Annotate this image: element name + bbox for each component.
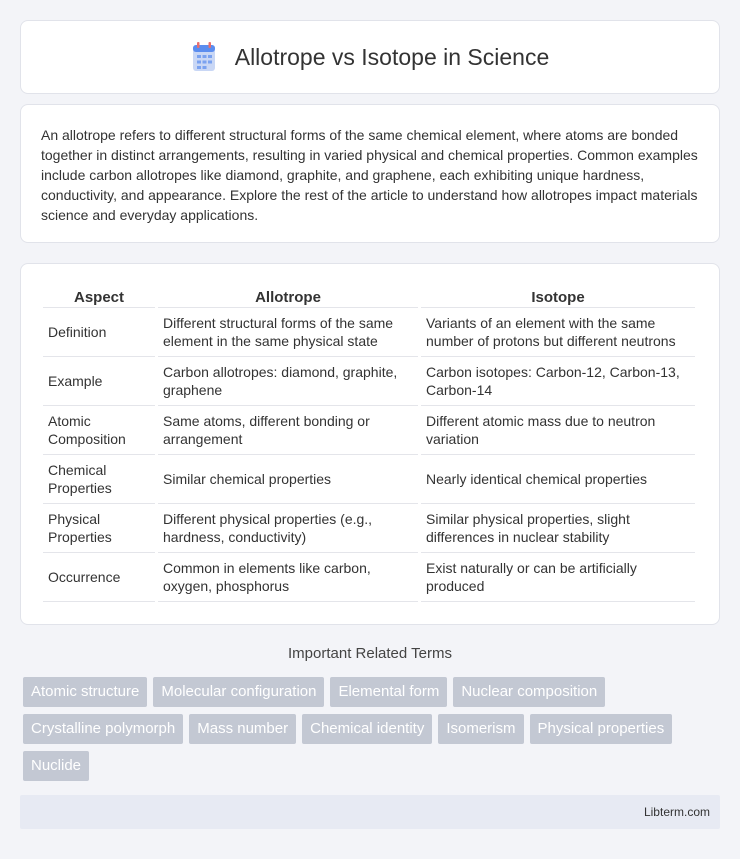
table-row [43, 455, 695, 504]
table-row [43, 553, 695, 602]
cell-allotrope: Similar chemical properties [158, 455, 418, 504]
cell-allotrope: Same atoms, different bonding or arrangement [158, 406, 418, 455]
cell-allotrope: Common in elements like carbon, oxygen, phosphorus [158, 553, 418, 602]
cell-aspect: Definition [43, 308, 155, 357]
header-allotrope: Allotrope [158, 284, 418, 308]
cell-isotope: Exist naturally or can be artificially produced [421, 553, 695, 602]
page-title: Allotrope vs Isotope in Science [234, 43, 550, 70]
cell-isotope: Variants of an element with the same number of protons but different neutrons [421, 308, 695, 357]
intro-card [20, 104, 720, 243]
cell-aspect: Physical Properties [43, 504, 155, 553]
comparison-table [40, 284, 698, 602]
document-icon [191, 42, 217, 72]
related-terms-list [23, 677, 723, 781]
footer [20, 795, 720, 829]
comparison-table-card [20, 263, 720, 625]
title-card [20, 20, 720, 94]
related-term-tag[interactable]: Nuclear composition [453, 677, 605, 707]
cell-allotrope: Different physical properties (e.g., hardness, conductivity) [158, 504, 418, 553]
cell-isotope: Different atomic mass due to neutron variation [421, 406, 695, 455]
cell-aspect: Occurrence [43, 553, 155, 602]
related-term-tag[interactable]: Chemical identity [302, 714, 432, 744]
footer-site-link[interactable]: Libterm.com [643, 805, 710, 819]
related-term-tag[interactable]: Molecular configuration [153, 677, 324, 707]
cell-aspect: Atomic Composition [43, 406, 155, 455]
header-aspect: Aspect [43, 284, 155, 308]
related-terms-title: Important Related Terms [288, 645, 452, 662]
cell-isotope: Nearly identical chemical properties [421, 455, 695, 504]
related-term-tag[interactable]: Isomerism [438, 714, 523, 744]
table-row [43, 308, 695, 357]
related-term-tag[interactable]: Elemental form [330, 677, 447, 707]
table-row [43, 504, 695, 553]
cell-allotrope: Carbon allotropes: diamond, graphite, graphene [158, 357, 418, 406]
intro-text: An allotrope refers to different structural forms of the same chemical element, where atoms are bonded together in distinct arrangements, resulting in varied physical and chemical properties. Common examples include carbon allotropes like diamond, graphite, and graphene, each exhibiting unique hardness, conductivity, and appearance. Explore the rest of the article to understand how allotropes impact materials science and everyday applications. [41, 127, 698, 223]
related-term-tag[interactable]: Mass number [189, 714, 296, 744]
cell-isotope: Carbon isotopes: Carbon-12, Carbon-13, Carbon-14 [421, 357, 695, 406]
cell-allotrope: Different structural forms of the same element in the same physical state [158, 308, 418, 357]
header-isotope: Isotope [421, 284, 695, 308]
related-term-tag[interactable]: Atomic structure [23, 677, 147, 707]
related-term-tag[interactable]: Physical properties [530, 714, 673, 744]
cell-aspect: Example [43, 357, 155, 406]
related-term-tag[interactable]: Nuclide [23, 751, 89, 781]
cell-aspect: Chemical Properties [43, 455, 155, 504]
table-row [43, 357, 695, 406]
table-row [43, 406, 695, 455]
cell-isotope: Similar physical properties, slight differences in nuclear stability [421, 504, 695, 553]
table-header-row [43, 284, 695, 308]
related-term-tag[interactable]: Crystalline polymorph [23, 714, 183, 744]
